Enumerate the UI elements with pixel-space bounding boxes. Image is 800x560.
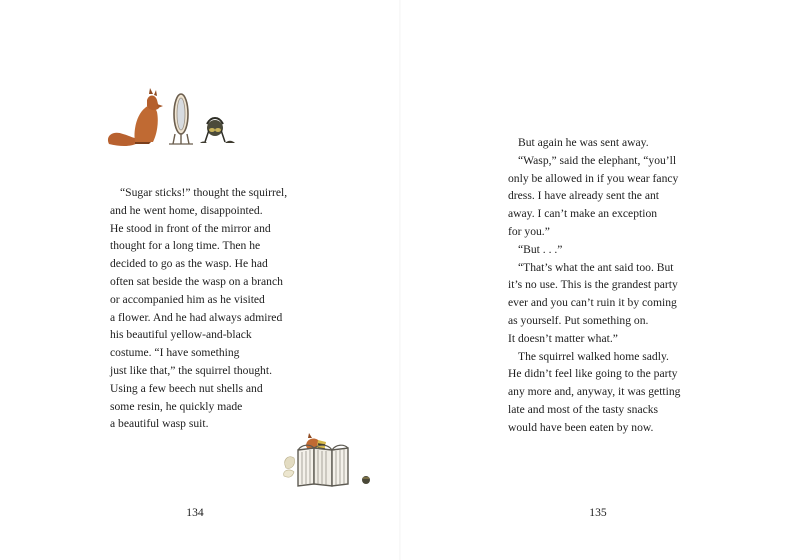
text-line: only be allowed in if you wear fancy bbox=[508, 171, 679, 185]
text-line: But again he was sent away. bbox=[518, 136, 649, 149]
text-line: would have been eaten by now. bbox=[508, 420, 654, 434]
text-line: any more and, anyway, it was getting bbox=[508, 385, 681, 399]
page-number: 134 bbox=[186, 506, 204, 519]
text-line: ever and you can’t ruin it by coming bbox=[508, 296, 677, 310]
text-line: costume. “I have something bbox=[110, 346, 240, 360]
right-page-text bbox=[508, 134, 680, 437]
text-line: it’s no use. This is the grandest party bbox=[508, 278, 678, 292]
text-line: The squirrel walked home sadly. bbox=[518, 349, 669, 363]
text-line: He didn’t feel like going to the party bbox=[508, 367, 678, 381]
text-line: or accompanied him as he visited bbox=[110, 292, 265, 306]
text-line: as yourself. Put something on. bbox=[508, 313, 649, 327]
text-line: some resin, he quickly made bbox=[110, 399, 243, 413]
text-line: and he went home, disappointed. bbox=[110, 203, 263, 217]
right-page bbox=[400, 0, 800, 560]
squirrel-mirror-illustration bbox=[105, 86, 240, 152]
text-line: thought for a long time. Then he bbox=[110, 239, 261, 253]
page-number: 135 bbox=[589, 506, 607, 519]
text-line: for you.” bbox=[508, 224, 550, 238]
text-line: a beautiful wasp suit. bbox=[110, 417, 209, 431]
text-line: “That’s what the ant said too. But bbox=[518, 260, 674, 274]
text-line: late and most of the tasty snacks bbox=[508, 402, 659, 416]
text-line: just like that,” the squirrel thought. bbox=[110, 363, 272, 377]
text-line: “Wasp,” said the elephant, “you’ll bbox=[518, 153, 677, 167]
text-line: a flower. And he had always admired bbox=[110, 310, 283, 324]
left-page-text bbox=[110, 184, 287, 433]
text-line: “Sugar sticks!” thought the squirrel, bbox=[120, 186, 288, 199]
text-line: Using a few beech nut shells and bbox=[110, 381, 263, 395]
text-line: It doesn’t matter what.” bbox=[508, 331, 618, 345]
text-line: He stood in front of the mirror and bbox=[110, 221, 271, 235]
text-line: decided to go as the wasp. He had bbox=[110, 257, 268, 271]
folding-screen-illustration bbox=[280, 430, 380, 490]
text-line: away. I can’t make an exception bbox=[508, 207, 658, 221]
text-line: often sat beside the wasp on a branch bbox=[110, 274, 283, 288]
text-line: “But . . .” bbox=[518, 242, 563, 256]
text-line: his beautiful yellow-and-black bbox=[110, 328, 252, 342]
text-line: dress. I have already sent the ant bbox=[508, 189, 659, 203]
